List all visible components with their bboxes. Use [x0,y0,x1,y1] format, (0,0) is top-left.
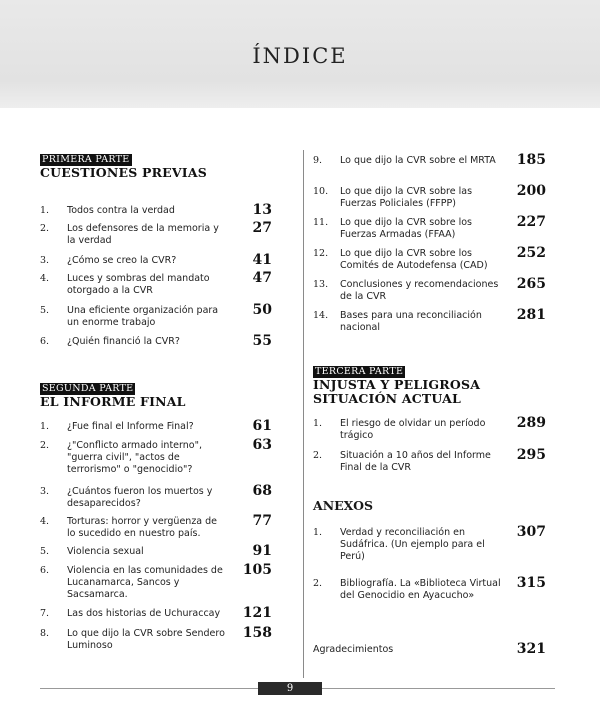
part-title: CUESTIONES PREVIAS [40,165,207,180]
entry-page: 200 [516,183,546,199]
entry-title: Los defensores de la memoria y la verdad [67,223,219,246]
entry-page: 41 [252,252,272,268]
entry-page: 63 [252,437,272,453]
entry-number: 14. [313,310,329,321]
entry-number: 1. [40,205,50,216]
entry-title: Situación a 10 años del Informe Final de la CVR [340,450,491,473]
entry-number: 3. [40,486,50,497]
entry-title: Violencia sexual [67,546,144,557]
entry-title: ¿Fue final el Informe Final? [67,421,194,432]
annexes-title: ANEXOS [313,498,374,513]
part-title: INJUSTA Y PELIGROSA SITUACIÓN ACTUAL [313,377,481,406]
entry-title: ¿Cómo se creo la CVR? [67,255,177,266]
entry-title: Agradecimientos [313,644,394,655]
entry-page: 121 [242,605,272,621]
entry-page: 252 [516,245,546,261]
entry-title: Bibliografía. La «Biblioteca Virtual del Genocidio en Ayacucho» [340,578,501,601]
entry-number: 6. [40,336,50,347]
entry-number: 4. [40,516,50,527]
entry-page: 13 [252,202,272,218]
page-title: ÍNDICE [252,44,348,68]
entry-page: 158 [242,625,272,641]
entry-page: 307 [516,524,546,540]
entry-number: 6. [40,565,50,576]
entry-number: 11. [313,217,329,228]
entry-number: 1. [313,418,323,429]
entry-page: 68 [252,483,272,499]
entry-page: 61 [252,418,272,434]
entry-number: 4. [40,273,50,284]
entry-title: Violencia en las comunidades de Lucanamarca, Sancos y Sacsamarca. [67,565,223,600]
entry-title: El riesgo de olvidar un período trágico [340,418,486,441]
part-label: TERCERA PARTE [315,366,404,377]
entry-number: 5. [40,546,50,557]
entry-number: 10. [313,186,329,197]
entry-title: Lo que dijo la CVR sobre los Fuerzas Armadas (FFAA) [340,217,473,240]
entry-number: 7. [40,608,50,619]
page-number: 9 [258,682,322,695]
entry-title: Verdad y reconciliación en Sudáfrica. (Un ejemplo para el Perú) [340,527,485,562]
entry-number: 12. [313,248,329,259]
entry-title: Torturas: horror y vergüenza de lo sucedido en nuestro país. [67,516,218,539]
entry-title: Lo que dijo la CVR sobre las Fuerzas Policiales (FFPP) [340,186,473,209]
entry-page: 47 [252,270,272,286]
entry-title: ¿Quién financió la CVR? [67,336,180,347]
entry-title: Las dos historias de Uchuraccay [67,608,221,619]
entry-page: 27 [252,220,272,236]
entry-number: 2. [40,440,50,451]
entry-number: 13. [313,279,329,290]
entry-title: Una eficiente organización para un enorme trabajo [67,305,219,328]
entry-number: 3. [40,255,50,266]
entry-title: Luces y sombras del mandato otorgado a la CVR [67,273,210,296]
entry-title: Lo que dijo la CVR sobre el MRTA [340,155,496,166]
entry-title: Conclusiones y recomendaciones de la CVR [340,279,499,302]
entry-title: ¿Cuántos fueron los muertos y desaparecidos? [67,486,213,509]
entry-number: 5. [40,305,50,316]
entry-title: Bases para una reconciliación nacional [340,310,482,333]
entry-number: 2. [313,578,323,589]
entry-title: Todos contra la verdad [67,205,175,216]
entry-page: 227 [516,214,546,230]
part-label: SEGUNDA PARTE [42,383,134,394]
entry-title: Lo que dijo la CVR sobre Sendero Luminoso [67,628,225,651]
part-label: PRIMERA PARTE [42,154,130,165]
entry-page: 105 [242,562,272,578]
entry-page: 55 [252,333,272,349]
entry-page: 77 [252,513,272,529]
entry-page: 315 [516,575,546,591]
entry-title: Lo que dijo la CVR sobre los Comités de Autodefensa (CAD) [340,248,488,271]
entry-page: 185 [516,152,546,168]
entry-page: 50 [252,302,272,318]
entry-page: 265 [516,276,546,292]
entry-page: 91 [252,543,272,559]
column-divider [303,150,304,678]
entry-page: 321 [516,641,546,657]
entry-number: 2. [313,450,323,461]
entry-number: 8. [40,628,50,639]
entry-page: 281 [516,307,546,323]
entry-number: 1. [40,421,50,432]
entry-title: ¿"Conflicto armado interno", "guerra civil", "actos de terrorismo" o "genocidio"? [67,440,202,475]
entry-page: 295 [516,447,546,463]
entry-page: 289 [516,415,546,431]
part-title: EL INFORME FINAL [40,394,186,409]
entry-number: 1. [313,527,323,538]
entry-number: 2. [40,223,50,234]
entry-number: 9. [313,155,323,166]
